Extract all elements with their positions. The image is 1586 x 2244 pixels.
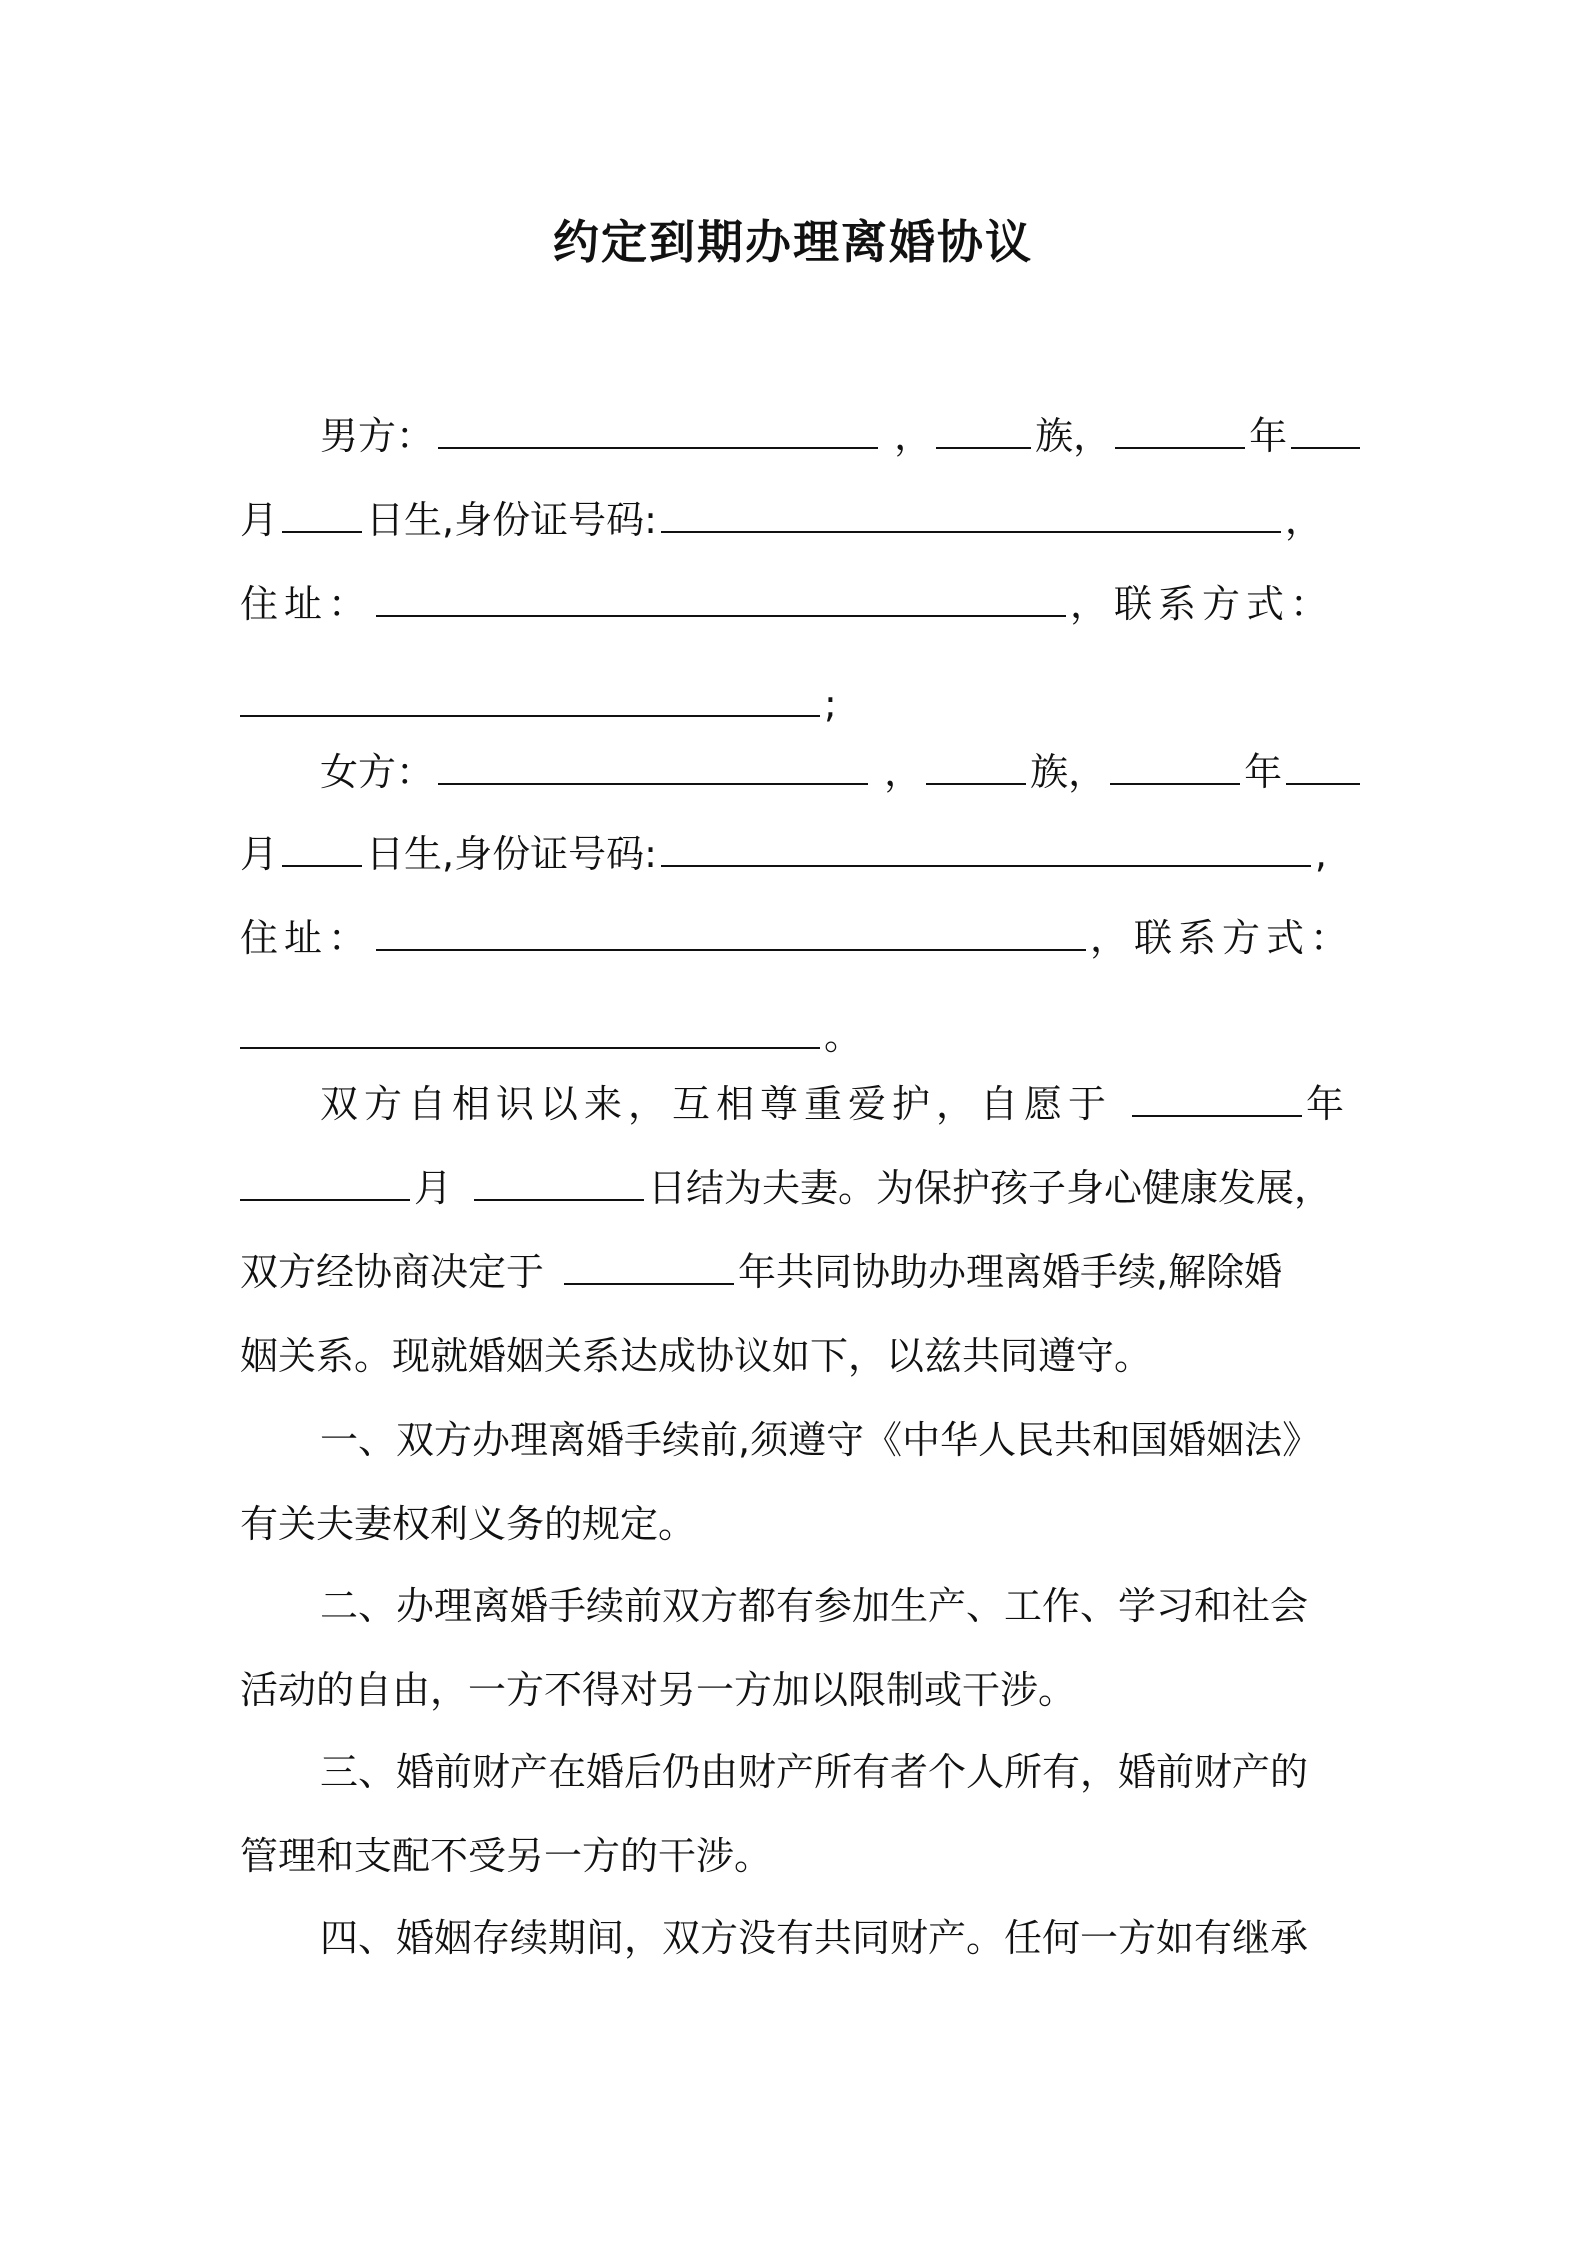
female-contact-label: ，联系方式： (1090, 916, 1355, 960)
clause-2-line-2: 活动的自由，一方不得对另一方加以限制或干涉。 (240, 1668, 1077, 1712)
male-address-label: 住址： (240, 582, 373, 626)
male-label: 男方： (320, 414, 435, 458)
male-name-blank[interactable] (438, 411, 878, 449)
clause-4-line-1: 四、婚姻存续期间，双方没有共同财产。任何一方如有继承 (320, 1916, 1309, 1960)
marriage-year-blank[interactable] (1132, 1079, 1302, 1117)
female-comma: , (1314, 832, 1327, 876)
female-year-label: 年 (1244, 750, 1283, 794)
divorce-year-blank[interactable] (564, 1247, 734, 1285)
female-nation-blank[interactable] (926, 747, 1026, 785)
male-birth-month-blank[interactable] (1291, 411, 1360, 449)
male-nation-label: 族， (1035, 414, 1112, 458)
clause-1-line-2: 有关夫妻权利义务的规定。 (240, 1502, 697, 1546)
intro-line-1 (320, 1078, 1360, 1130)
female-nation-label: 族， (1030, 750, 1107, 794)
female-birth-month-blank[interactable] (1286, 747, 1360, 785)
female-id-blank[interactable] (661, 829, 1311, 867)
female-name-blank[interactable] (438, 747, 868, 785)
intro-text-1: 双方自相识以来，互相尊重爱护，自愿于 (320, 1082, 1113, 1126)
intro-line-3 (240, 1246, 1360, 1298)
male-id-blank[interactable] (661, 495, 1281, 533)
female-line-3 (240, 912, 1360, 964)
female-line-1: 女方： ， 族， 年 (320, 746, 1360, 798)
male-id-label: 日生,身份证号码: (366, 498, 657, 542)
female-line-2 (240, 828, 1360, 880)
intro-month-label: 月 (414, 1166, 453, 1210)
clause-2-line-1: 二、办理离婚手续前双方都有参加生产、工作、学习和社会 (320, 1584, 1309, 1628)
female-end: 。 (824, 1014, 863, 1058)
male-birth-day-blank[interactable] (282, 495, 362, 533)
intro-line-2 (240, 1162, 1360, 1214)
intro-text-4: 年共同协助办理离婚手续,解除婚 (738, 1250, 1283, 1294)
female-line-4 (240, 1010, 1360, 1062)
female-address-label: 住址： (240, 916, 373, 960)
male-line-2 (240, 494, 1360, 546)
male-line-1: 男方： ， 族， 年 (320, 410, 1360, 462)
clause-3-line-1: 三、婚前财产在婚后仍由财产所有者个人所有，婚前财产的 (320, 1750, 1309, 1794)
clause-1-line-1: 一、双方办理离婚手续前,须遵守《中华人民共和国婚姻法》 (320, 1418, 1321, 1462)
male-comma: ， (1284, 498, 1323, 542)
intro-text-2: 日结为夫妻。为保护孩子身心健康发展， (648, 1166, 1333, 1210)
male-line-4 (240, 678, 1360, 730)
marriage-day-blank[interactable] (474, 1163, 644, 1201)
clause-3-line-2: 管理和支配不受另一方的干涉。 (240, 1834, 773, 1878)
intro-line-4: 姻关系。现就婚姻关系达成协议如下，以兹共同遵守。 (240, 1334, 1153, 1378)
male-end: ; (824, 682, 837, 726)
marriage-month-blank[interactable] (240, 1163, 410, 1201)
male-month-label: 月 (240, 498, 279, 542)
female-id-label: 日生,身份证号码: (366, 832, 657, 876)
female-contact-blank[interactable] (240, 1011, 820, 1049)
document-title: 约定到期办理离婚协议 (553, 215, 1033, 269)
male-year-label: 年 (1249, 414, 1288, 458)
female-month-label: 月 (240, 832, 279, 876)
male-contact-label: ，联系方式： (1070, 582, 1335, 626)
female-address-blank[interactable] (376, 913, 1086, 951)
male-nation-blank[interactable] (936, 411, 1031, 449)
intro-text-3: 双方经协商决定于 (240, 1250, 545, 1294)
female-birth-day-blank[interactable] (282, 829, 362, 867)
male-birth-year-blank[interactable] (1115, 411, 1245, 449)
male-line-3 (240, 578, 1360, 630)
male-contact-blank[interactable] (240, 679, 820, 717)
female-label: 女方： (320, 750, 435, 794)
intro-year-label: 年 (1306, 1082, 1351, 1126)
female-birth-year-blank[interactable] (1110, 747, 1240, 785)
male-address-blank[interactable] (376, 579, 1066, 617)
